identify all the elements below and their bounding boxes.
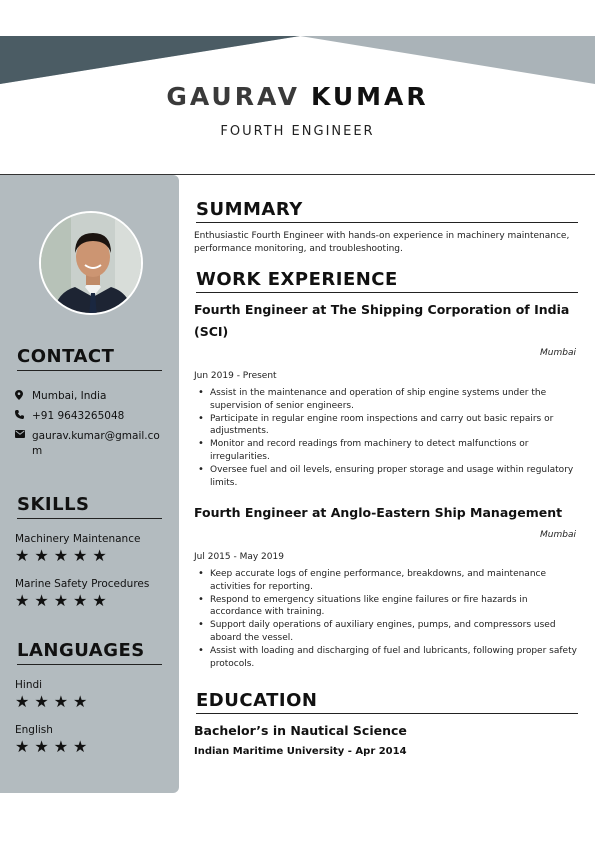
list-item: • Assist with loading and discharging of fuel and lubricants, following proper safety protocols. bbox=[194, 645, 578, 671]
contact-email bbox=[15, 429, 160, 459]
list-item: • Assist in the maintenance and operation of ship engine systems under the supervision of senior engineers. bbox=[194, 387, 578, 413]
phone-icon bbox=[15, 409, 32, 424]
language-rating-stars: ★★★★ bbox=[15, 737, 93, 756]
language-rating-stars: ★★★★ bbox=[15, 692, 93, 711]
job-title: Fourth Engineer at Anglo-Eastern Ship Management bbox=[194, 505, 563, 520]
first-name: GAURAV bbox=[166, 82, 300, 111]
skill-label: Marine Safety Procedures bbox=[15, 578, 150, 590]
job-location: Mumbai bbox=[540, 530, 576, 540]
job-responsibilities bbox=[194, 568, 578, 670]
skills-heading: SKILLS bbox=[17, 494, 162, 519]
list-item: • Oversee fuel and oil levels, ensuring proper storage and usage within regulatory limits. bbox=[194, 464, 578, 490]
contact-location bbox=[15, 389, 160, 404]
candidate-name bbox=[0, 82, 595, 111]
list-item: • Keep accurate logs of engine performance, breakdowns, and maintenance activities for reporting. bbox=[194, 568, 578, 594]
skill-rating-stars: ★★★★★ bbox=[15, 546, 112, 565]
job-location: Mumbai bbox=[540, 348, 576, 358]
education-school: Indian Maritime University - Apr 2014 bbox=[194, 746, 407, 757]
skill-rating-stars: ★★★★★ bbox=[15, 591, 112, 610]
summary-heading: SUMMARY bbox=[196, 199, 578, 223]
skill-label: Machinery Maintenance bbox=[15, 533, 141, 545]
location-text: Mumbai, India bbox=[32, 390, 107, 402]
list-item: • Monitor and record readings from machinery to detect malfunctions or irregularities. bbox=[194, 438, 578, 464]
language-label: Hindi bbox=[15, 679, 43, 691]
phone-text: +91 9643265048 bbox=[32, 410, 125, 422]
mail-icon bbox=[15, 429, 32, 459]
header-banner bbox=[0, 0, 595, 90]
job-role: FOURTH ENGINEER bbox=[220, 124, 375, 139]
location-pin-icon bbox=[15, 389, 32, 404]
languages-heading: LANGUAGES bbox=[17, 640, 162, 665]
profile-photo bbox=[39, 211, 143, 315]
list-item: • Participate in regular engine room inspections and carry out basic repairs or adjustments. bbox=[194, 413, 578, 439]
education-degree: Bachelor’s in Nautical Science bbox=[194, 723, 407, 738]
job-dates: Jun 2019 - Present bbox=[194, 371, 277, 381]
list-item: • Support daily operations of auxiliary engines, pumps, and compressors used aboard the vessel. bbox=[194, 619, 578, 645]
contact-heading: CONTACT bbox=[17, 346, 162, 371]
language-label: English bbox=[15, 724, 53, 736]
education-heading: EDUCATION bbox=[196, 690, 578, 714]
list-item: • Respond to emergency situations like engine failures or fire hazards in accordance with training. bbox=[194, 594, 578, 620]
last-name: KUMAR bbox=[310, 82, 429, 111]
job-responsibilities bbox=[194, 387, 578, 489]
job-title: Fourth Engineer at The Shipping Corporation of India (SCI) bbox=[194, 302, 570, 339]
summary-text: Enthusiastic Fourth Engineer with hands-on experience in machinery maintenance, performance monitoring, and troubleshooting. bbox=[194, 231, 570, 254]
email-text: gaurav.kumar@gmail.com bbox=[32, 430, 160, 457]
contact-phone bbox=[15, 409, 160, 424]
work-experience-heading: WORK EXPERIENCE bbox=[196, 269, 578, 293]
job-dates: Jul 2015 - May 2019 bbox=[194, 552, 284, 562]
